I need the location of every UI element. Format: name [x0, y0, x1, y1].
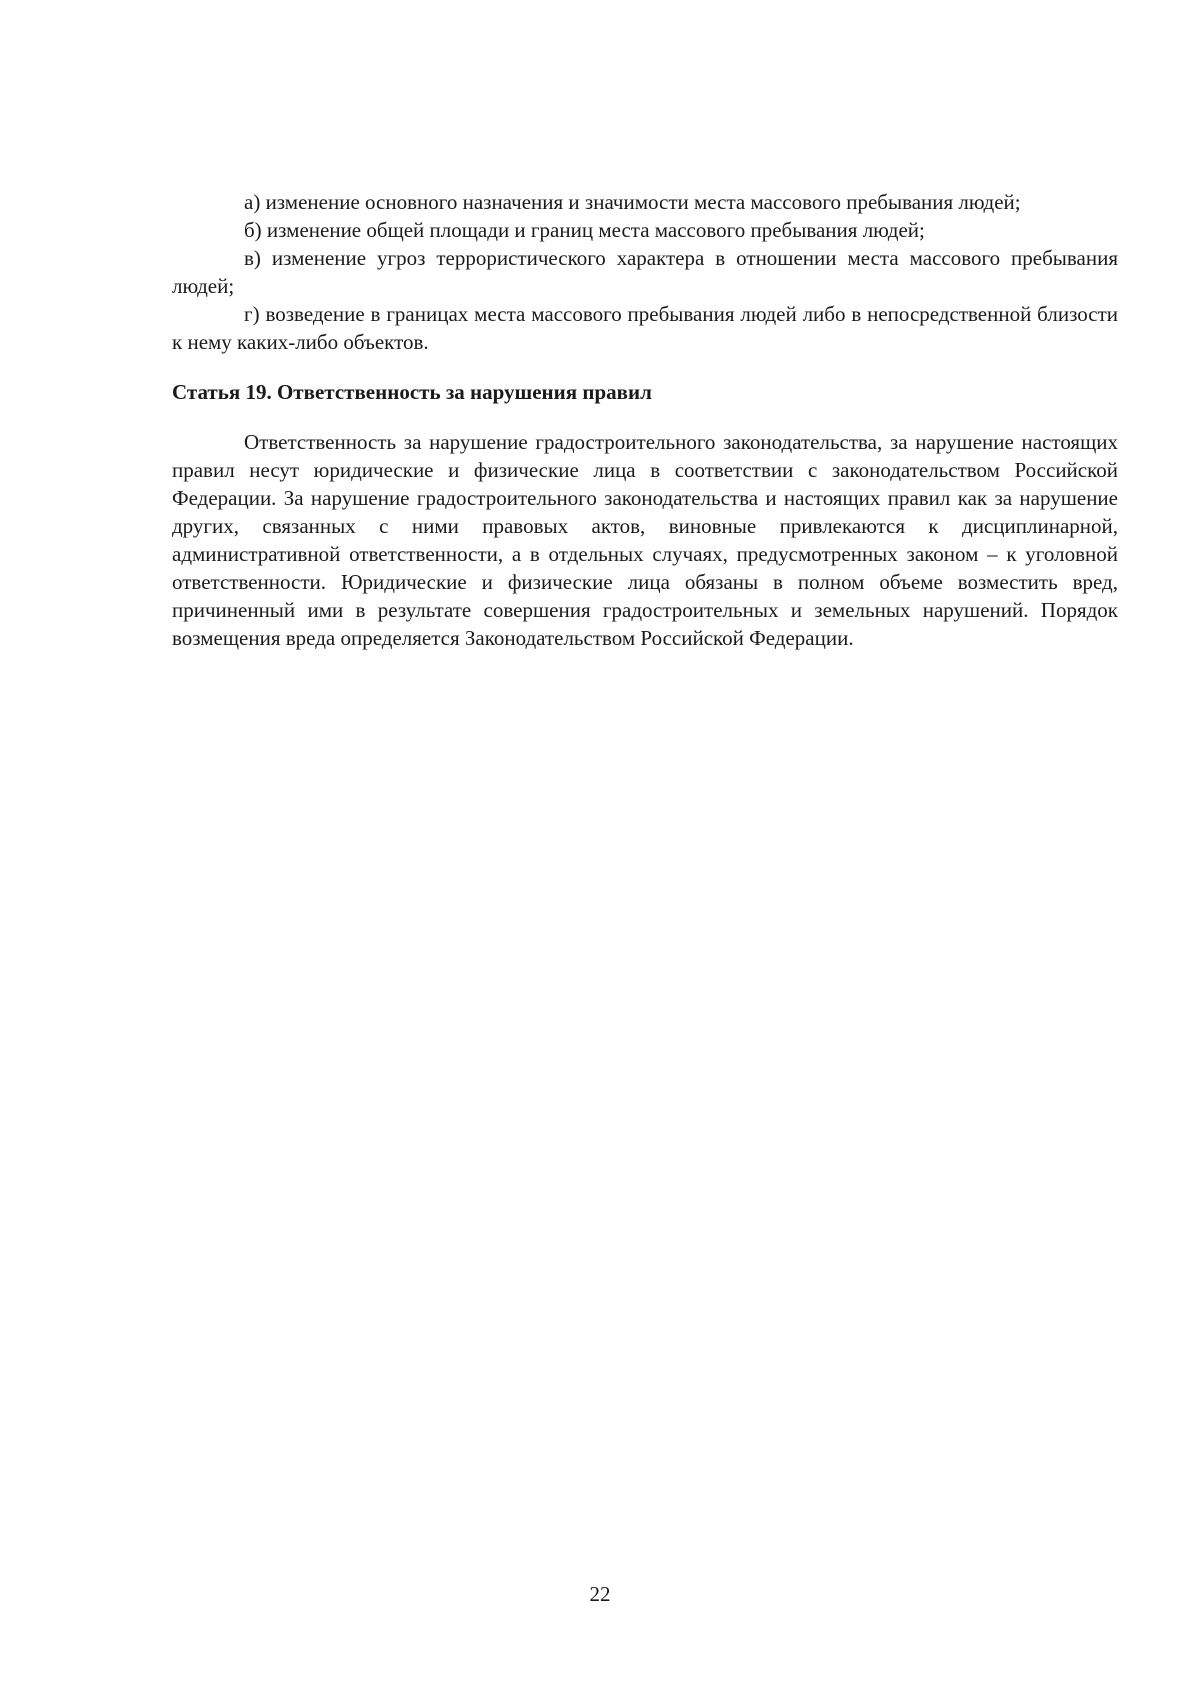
list-item-a: а) изменение основного назначения и значимости места массового пребывания людей;	[244, 190, 1021, 214]
list-item-b: б) изменение общей площади и границ места массового пребывания людей;	[244, 218, 925, 242]
page-content	[172, 188, 1118, 652]
page-number: 22	[589, 1582, 611, 1606]
list-item-v: в) изменение угроз террористического характера в отношении места массового пребывания людей;	[172, 246, 1118, 298]
article-body: Ответственность за нарушение градостроительного законодательства, за нарушение настоящих правил несут юридические и физические лица в соответствии с законодательством Российской Федерации. За нарушение градостроительного законодательства и настоящих правил как за нарушение других, связанных с ними правовых актов, виновные привлекаются к дисциплинарной, административной ответственности, а в отдельных случаях, предусмотренных законом – к уголовной ответственности. Юридические и физические лица обязаны в полном объеме возместить вред, причиненный ими в результате совершения градостроительных и земельных нарушений. Порядок возмещения вреда определяется Законодательством Российской Федерации.	[172, 430, 1118, 650]
list-item-g: г) возведение в границах места массового пребывания людей либо в непосредственной близости к нему каких-либо объектов.	[172, 302, 1118, 354]
article-heading: Статья 19. Ответственность за нарушения правил	[172, 380, 652, 404]
